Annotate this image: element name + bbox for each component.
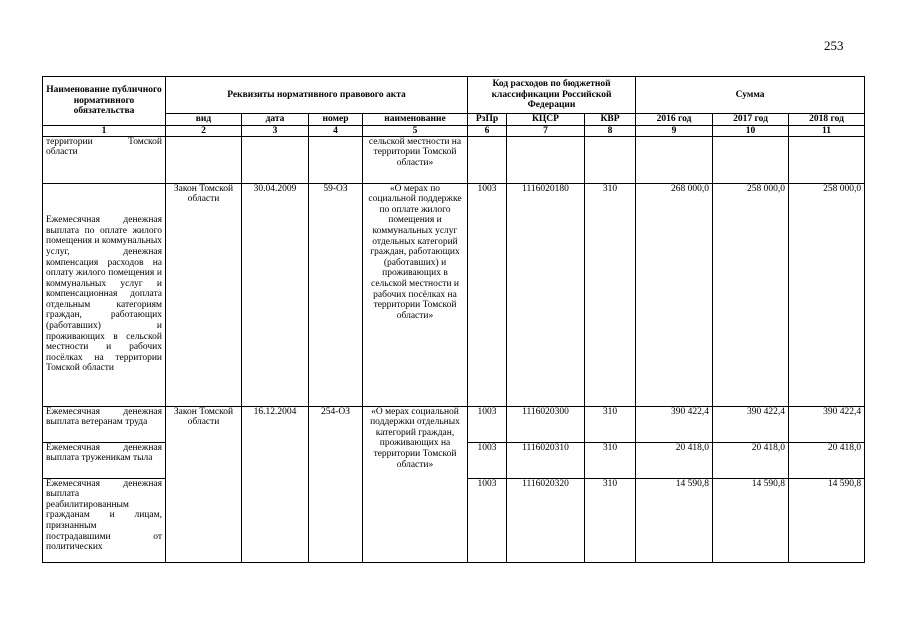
table-row bbox=[43, 406, 865, 442]
header-row-1 bbox=[43, 77, 865, 114]
kcsr-cell: 1116020320 bbox=[507, 478, 585, 562]
kvr-cell: 310 bbox=[585, 442, 636, 478]
sum-2017-cell: 14 590,8 bbox=[713, 478, 789, 562]
header-rzpr: РзПр bbox=[468, 114, 507, 126]
kvr-cell: 310 bbox=[585, 478, 636, 562]
header-date: дата bbox=[242, 114, 309, 126]
sum-2018-cell: 390 422,4 bbox=[789, 406, 865, 442]
sum-2018-cell: 14 590,8 bbox=[789, 478, 865, 562]
empty-cell bbox=[166, 136, 242, 183]
sum-2018-cell: 258 000,0 bbox=[789, 183, 865, 406]
rzpr-cell: 1003 bbox=[468, 406, 507, 442]
header-requisites: Реквизиты нормативного правового акта bbox=[166, 77, 468, 114]
col-number: 7 bbox=[507, 125, 585, 136]
act-number-cell: 59-ОЗ bbox=[309, 183, 363, 406]
kvr-cell: 310 bbox=[585, 406, 636, 442]
kvr-cell: 310 bbox=[585, 183, 636, 406]
sum-2016-cell: 390 422,4 bbox=[636, 406, 713, 442]
kcsr-cell: 1116020180 bbox=[507, 183, 585, 406]
act-date-cell: 30.04.2009 bbox=[242, 183, 309, 406]
col-number: 3 bbox=[242, 125, 309, 136]
empty-cell bbox=[242, 136, 309, 183]
empty-cell bbox=[309, 136, 363, 183]
act-name-cell: «О мерах по социальной поддержке по оплате жилого помещения и коммунальных услуг отдельных категорий граждан, работающих (работавших) и проживающих в сельской местности и рабочих посёлках на территории Томской области» bbox=[363, 183, 468, 406]
col-number: 5 bbox=[363, 125, 468, 136]
rzpr-cell: 1003 bbox=[468, 183, 507, 406]
obligation-cell: Ежемесячная денежная выплата по оплате жилого помещения и коммунальных услуг, денежная компенсация расходов на оплату жилого помещения и коммунальных услуг и компенсационная доплата отдельным категориям граждан, работающих (работавших) и проживающих в сельской местности и рабочих посёлках на территории Томской области bbox=[43, 183, 166, 406]
header-2017: 2017 год bbox=[713, 114, 789, 126]
empty-cell bbox=[636, 136, 713, 183]
sum-2016-cell: 20 418,0 bbox=[636, 442, 713, 478]
obligation-cell: Ежемесячная денежная выплата реабилитированным гражданам и лицам, признанным пострадавшими от политических bbox=[43, 478, 166, 562]
budget-obligations-table bbox=[42, 76, 865, 563]
header-name: наименование bbox=[363, 114, 468, 126]
empty-cell bbox=[585, 136, 636, 183]
empty-cell bbox=[507, 136, 585, 183]
col-number: 11 bbox=[789, 125, 865, 136]
column-number-row bbox=[43, 125, 865, 136]
col-number: 10 bbox=[713, 125, 789, 136]
header-number: номер bbox=[309, 114, 363, 126]
header-2016: 2016 год bbox=[636, 114, 713, 126]
kcsr-cell: 1116020310 bbox=[507, 442, 585, 478]
sum-2017-cell: 390 422,4 bbox=[713, 406, 789, 442]
header-row-2 bbox=[43, 114, 865, 126]
act-date-cell: 16.12.2004 bbox=[242, 406, 309, 562]
col-number: 2 bbox=[166, 125, 242, 136]
col-number: 1 bbox=[43, 125, 166, 136]
col-number: 8 bbox=[585, 125, 636, 136]
header-kvr: КВР bbox=[585, 114, 636, 126]
header-2018: 2018 год bbox=[789, 114, 865, 126]
sum-2017-cell: 258 000,0 bbox=[713, 183, 789, 406]
act-name-cell: сельской местности на территории Томской области» bbox=[363, 136, 468, 183]
header-sum: Сумма bbox=[636, 77, 865, 114]
col-number: 6 bbox=[468, 125, 507, 136]
header-vid: вид bbox=[166, 114, 242, 126]
obligation-cell: территории Томской области bbox=[43, 136, 166, 183]
table-row bbox=[43, 183, 865, 406]
act-type-cell: Закон Томской области bbox=[166, 406, 242, 562]
col-number: 4 bbox=[309, 125, 363, 136]
sum-2016-cell: 14 590,8 bbox=[636, 478, 713, 562]
table-row-continuation bbox=[43, 136, 865, 183]
page-number: 253 bbox=[824, 38, 844, 53]
kcsr-cell: 1116020300 bbox=[507, 406, 585, 442]
empty-cell bbox=[789, 136, 865, 183]
header-kcsr: КЦСР bbox=[507, 114, 585, 126]
act-number-cell: 254-ОЗ bbox=[309, 406, 363, 562]
empty-cell bbox=[713, 136, 789, 183]
sum-2016-cell: 268 000,0 bbox=[636, 183, 713, 406]
empty-cell bbox=[468, 136, 507, 183]
act-name-cell: «О мерах социальной поддержки отдельных категорий граждан, проживающих на территории Томской области» bbox=[363, 406, 468, 562]
act-type-cell: Закон Томской области bbox=[166, 183, 242, 406]
header-obligation: Наименование публичного нормативного обязательства bbox=[43, 77, 166, 126]
header-budget-code: Код расходов по бюджетной классификации Российской Федерации bbox=[468, 77, 636, 114]
sum-2018-cell: 20 418,0 bbox=[789, 442, 865, 478]
sum-2017-cell: 20 418,0 bbox=[713, 442, 789, 478]
obligation-cell: Ежемесячная денежная выплата ветеранам труда bbox=[43, 406, 166, 442]
rzpr-cell: 1003 bbox=[468, 478, 507, 562]
rzpr-cell: 1003 bbox=[468, 442, 507, 478]
obligation-cell: Ежемесячная денежная выплата труженикам тыла bbox=[43, 442, 166, 478]
col-number: 9 bbox=[636, 125, 713, 136]
